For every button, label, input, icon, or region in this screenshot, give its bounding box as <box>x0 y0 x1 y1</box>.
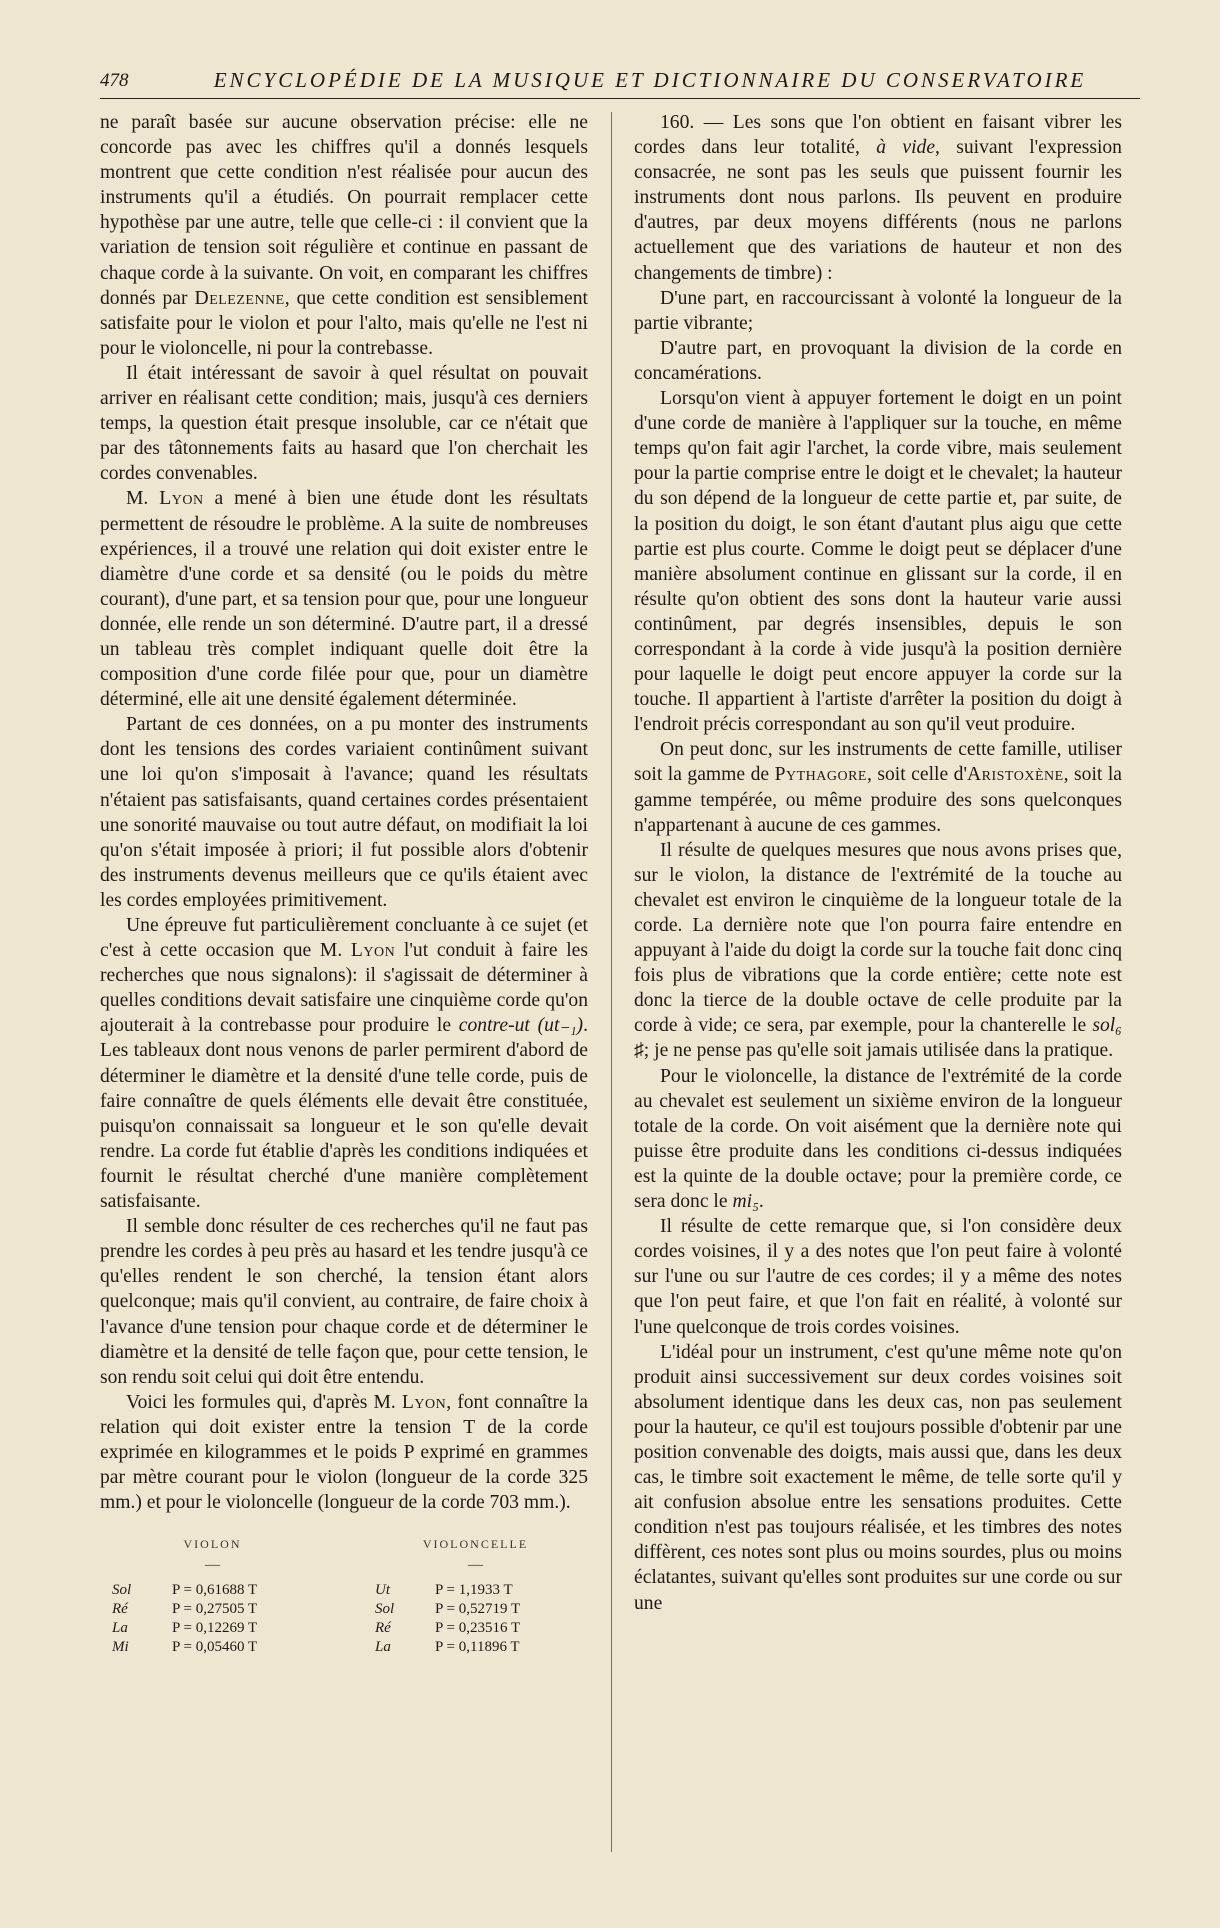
note-name: La <box>375 1639 391 1656</box>
note-name: La <box>112 1620 128 1637</box>
table-heading: VIOLONCELLE <box>422 1537 529 1552</box>
formula: P = 0,61688 T <box>172 1582 258 1599</box>
text: Une épreuve fut particulièrement concluante à ce sujet (et c'est à cette occasion que M. <box>100 915 588 962</box>
paragraph <box>100 913 588 1214</box>
text: Pour le violoncelle, la distance de l'extrémité de la corde au chevalet est seulement un sixième environ de la longueur totale de la corde. On voit aisément que la dernière note qui puisse être produite dans les conditions ci-dessus indiquées est la quinte de la double octave; pour la première corde, ce sera donc le <box>634 1065 1122 1213</box>
paragraph <box>100 486 588 712</box>
running-title: ENCYCLOPÉDIE DE LA MUSIQUE ET DICTIONNAIRE DU CONSERVATOIRE <box>213 68 1087 92</box>
italic-term: mi₅ <box>732 1191 759 1213</box>
formula: P = 0,52719 T <box>435 1601 521 1618</box>
formula-table <box>100 1535 588 1657</box>
person-name: Aristoxène <box>966 764 1064 786</box>
text: , suivant l'expression consacrée, ne sont pas les seuls que puissent fournir les instruments dont nous parlons. Ils peuvent en produire d'autres, par deux moyens différents (nous ne parlons actuellement que des variations de hauteur et non des changements de timbre) : <box>634 137 1122 284</box>
italic-term: sol₆ <box>1092 1015 1122 1037</box>
formula: P = 0,11896 T <box>435 1639 520 1656</box>
page-number: 478 <box>100 70 129 91</box>
text: , font connaître la relation qui doit exister entre la tension T de la corde exprimée en kilogrammes et le poids P exprimé en grammes par mètre courant pour le violon (longueur de la corde 325 mm.) et pour le violoncelle (longueur de la corde 703 mm.). <box>100 1391 588 1514</box>
person-name: Delezenne <box>194 287 285 309</box>
violoncelle-formulas <box>363 1535 588 1657</box>
paragraph: Partant de ces données, on a pu monter des instruments dont les tensions des cordes variaient continûment suivant une loi qu'on s'imposait à l'avance; quand les résultats n'étaient pas satisfaisants, quand certaines cordes présentaient une sonorité mauvaise ou tout autre défaut, on modifiait la loi qu'on s'était imposée à priori; il fut possible alors d'obtenir des instruments devenus meilleurs que ce qu'ils étaient avec les cordes employées primitivement. <box>100 714 588 911</box>
person-name: Lyon <box>350 940 396 962</box>
table-row <box>100 1619 325 1638</box>
formula: P = 0,12269 T <box>172 1620 258 1637</box>
note-name: Sol <box>112 1582 132 1599</box>
text: a mené à bien une étude dont les résultats permettent de résoudre le problème. A la suite de nombreuses expériences, il a trouvé une relation qui doit exister entre le diamètre d'une corde et sa densité (ou le poids du mètre courant), d'une part, et sa tension pour que, pour une longueur donnée, elle rende un son déterminé. D'autre part, il a dressé un tableau très complet indiquant quelle doit être la composition d'une corde filée pour que, pour un diamètre déterminé, elle ait une densité également déterminée. <box>100 488 588 711</box>
paragraph: D'autre part, en provoquant la division de la corde en concamérations. <box>634 337 1122 384</box>
paragraph: Il résulte de cette remarque que, si l'on considère deux cordes voisines, il y a des notes que l'on peut faire à volonté sur l'une ou sur l'autre de ces cordes; il y a même des notes que l'on peut faire, et que l'on fait en réalité, à volonté sur l'une quelconque de trois cordes voisines. <box>634 1216 1122 1338</box>
paragraph <box>100 1390 588 1515</box>
table-row <box>363 1600 588 1619</box>
text: . <box>758 1191 764 1213</box>
table-row <box>100 1581 325 1600</box>
formula: P = 1,1933 T <box>435 1582 513 1599</box>
paragraph: Il était intéressant de savoir à quel résultat on pouvait arriver en réalisant cette condition; mais, jusqu'à ces derniers temps, la question était presque insoluble, car ce n'était que par des tâtonnements faits au hasard que l'on cherchait les cordes convenables. <box>100 362 588 485</box>
left-column <box>100 110 588 1657</box>
text: Voici les formules qui, d'après M. <box>126 1391 396 1413</box>
formula: P = 0,23516 T <box>435 1620 521 1637</box>
note-name: Ut <box>375 1582 390 1599</box>
paragraph: L'idéal pour un instrument, c'est qu'une même note qu'on produit ainsi successivement sur deux cordes voisines soit absolument identique dans les deux cas, non pas seulement pour la hauteur, ce qu'il est toujours possible d'obtenir par une position convenable des doigts, mais aussi que, dans les deux cas, le timbre soit exactement le même, de telle sorte qu'il y ait confusion absolue entre les sensations produites. Cette condition n'est pas toujours réalisée, et les timbres des notes diffèrent, ces notes sont plus ou moins sourdes, plus ou moins éclatantes, suivant qu'elles sont produites sur une corde ou sur une <box>634 1341 1122 1614</box>
text: , soit la gamme tempérée, ou même produire des sons quelconques n'appartenant à aucune de ces gammes. <box>634 764 1122 836</box>
text: Il résulte de quelques mesures que nous avons prises que, sur le violon, la distance de l'extrémité de la touche au chevalet est environ le cinquième de la longueur totale de la corde. La dernière note que l'on pourra faire entendre en appuyant à l'aide du doigt la corde sur la touche fait donc cinq fois plus de vibrations que la corde entière; cette note est donc la tierce de la double octave de celle produite par la corde à vide; ce sera, par exemple, pour la chanterelle le <box>634 839 1122 1037</box>
paragraph <box>634 838 1122 1064</box>
formula: P = 0,05460 T <box>172 1639 258 1656</box>
table-row <box>100 1600 325 1619</box>
text: ne paraît basée sur aucune observation précise: elle ne concorde pas avec les chiffres qu'il a donnés lesquels montrent que cette condition n'est réalisée pour aucun des instruments qu'il a étudiés. On pourrait remplacer cette hypothèse par une autre, telle que celle-ci : il convient que la variation de tension soit régulière et continue en passant de chaque corde à la suivante. On voit, en comparant les chiffres donnés par <box>100 112 588 309</box>
text: l'ut conduit à faire les recherches que nous signalons): il s'agissait de déterminer à quelles conditions devait satisfaire une cinquième corde qu'on ajouterait à la contrebasse pour produire le <box>100 940 588 1037</box>
paragraph: D'une part, en raccourcissant à volonté la longueur de la partie vibrante; <box>634 287 1122 334</box>
right-column <box>634 110 1122 1616</box>
paragraph: Il semble donc résulter de ces recherches qu'il ne faut pas prendre les cordes à peu près au hasard et les tendre jusqu'à ce qu'elles rendent le son cherché, la tension étant alors quelconque; mais qu'il convient, au contraire, de faire choix à l'avance d'une tension pour chaque corde et de déterminer le diamètre et la densité de telle façon que, pour cette tension, le son rendu soit celui qui doit être entendu. <box>100 1216 588 1388</box>
table-row <box>100 1638 325 1657</box>
paragraph <box>634 737 1122 837</box>
person-name: Pythagore <box>774 764 867 786</box>
violon-formulas <box>100 1535 325 1657</box>
note-name: Ré <box>375 1620 391 1637</box>
text: , que cette condition est sensiblement satisfaite pour le violon et pour l'alto, mais qu'elle ne l'est ni pour le violoncelle, ni pour la contrebasse. <box>100 287 588 359</box>
formula: P = 0,27505 T <box>172 1601 258 1618</box>
table-dash: — <box>468 1557 483 1574</box>
text: ♯; je ne pense pas qu'elle soit jamais utilisée dans la pratique. <box>634 1040 1114 1062</box>
paragraph <box>634 1064 1122 1215</box>
paragraph: Lorsqu'on vient à appuyer fortement le doigt en un point d'une corde de manière à l'appliquer sur la touche, en même temps qu'on fait agir l'archet, la corde vibre, mais seulement pour la partie comprise entre le doigt et le chevalet; la hauteur du son dépend de la longueur de cette partie et, par suite, de la position du doigt, le son étant d'autant plus aigu que cette partie est plus courte. Comme le doigt peut se déplacer d'une manière absolument continue en glissant sur la corde, il en résulte qu'on obtient des sons dont la hauteur varie aussi continûment, par degrés insensibles, depuis le son correspondant à la corde à vide jusqu'à la position dernière pour laquelle le doigt peut encore appuyer la corde sur la touche. Il appartient à l'artiste d'arrêter la position du doigt à l'endroit précis correspondant au son qu'il veut produire. <box>634 388 1122 736</box>
table-heading: VIOLON <box>183 1537 242 1552</box>
table-dash: — <box>205 1557 220 1574</box>
table-row <box>363 1581 588 1600</box>
note-name: Sol <box>375 1601 395 1618</box>
table-row <box>363 1619 588 1638</box>
text: 160. — Les sons que l'on obtient en faisant vibrer les cordes dans leur totalité, <box>634 112 1122 159</box>
person-name: Lyon <box>401 1391 447 1413</box>
paragraph <box>100 110 588 361</box>
text: On peut donc, sur les instruments de cette famille, utiliser soit la gamme de <box>634 739 1122 786</box>
italic-term: (ut₋₁) <box>537 1015 584 1037</box>
paragraph <box>634 110 1122 286</box>
table-row <box>363 1638 588 1657</box>
page-header <box>100 66 1140 99</box>
italic-term: contre-ut <box>458 1015 530 1037</box>
column-divider <box>611 112 612 1852</box>
italic-term: à vide <box>876 137 936 159</box>
person-name: Lyon <box>159 488 204 510</box>
text: . Les tableaux dont nous venons de parler permirent d'abord de déterminer le diamètre et la densité d'une telle corde, puis de faire connaître de quels éléments elle devait être constituée, puisqu'on connaissait sa longueur et le son qu'elle devait rendre. La corde fut établie d'après les conditions indiquées et fournit le résultat cherché d'une manière complètement satisfaisante. <box>100 1015 588 1213</box>
text: M. <box>126 488 149 510</box>
text: , soit celle d' <box>866 764 967 786</box>
note-name: Mi <box>112 1639 129 1656</box>
note-name: Ré <box>112 1601 128 1618</box>
